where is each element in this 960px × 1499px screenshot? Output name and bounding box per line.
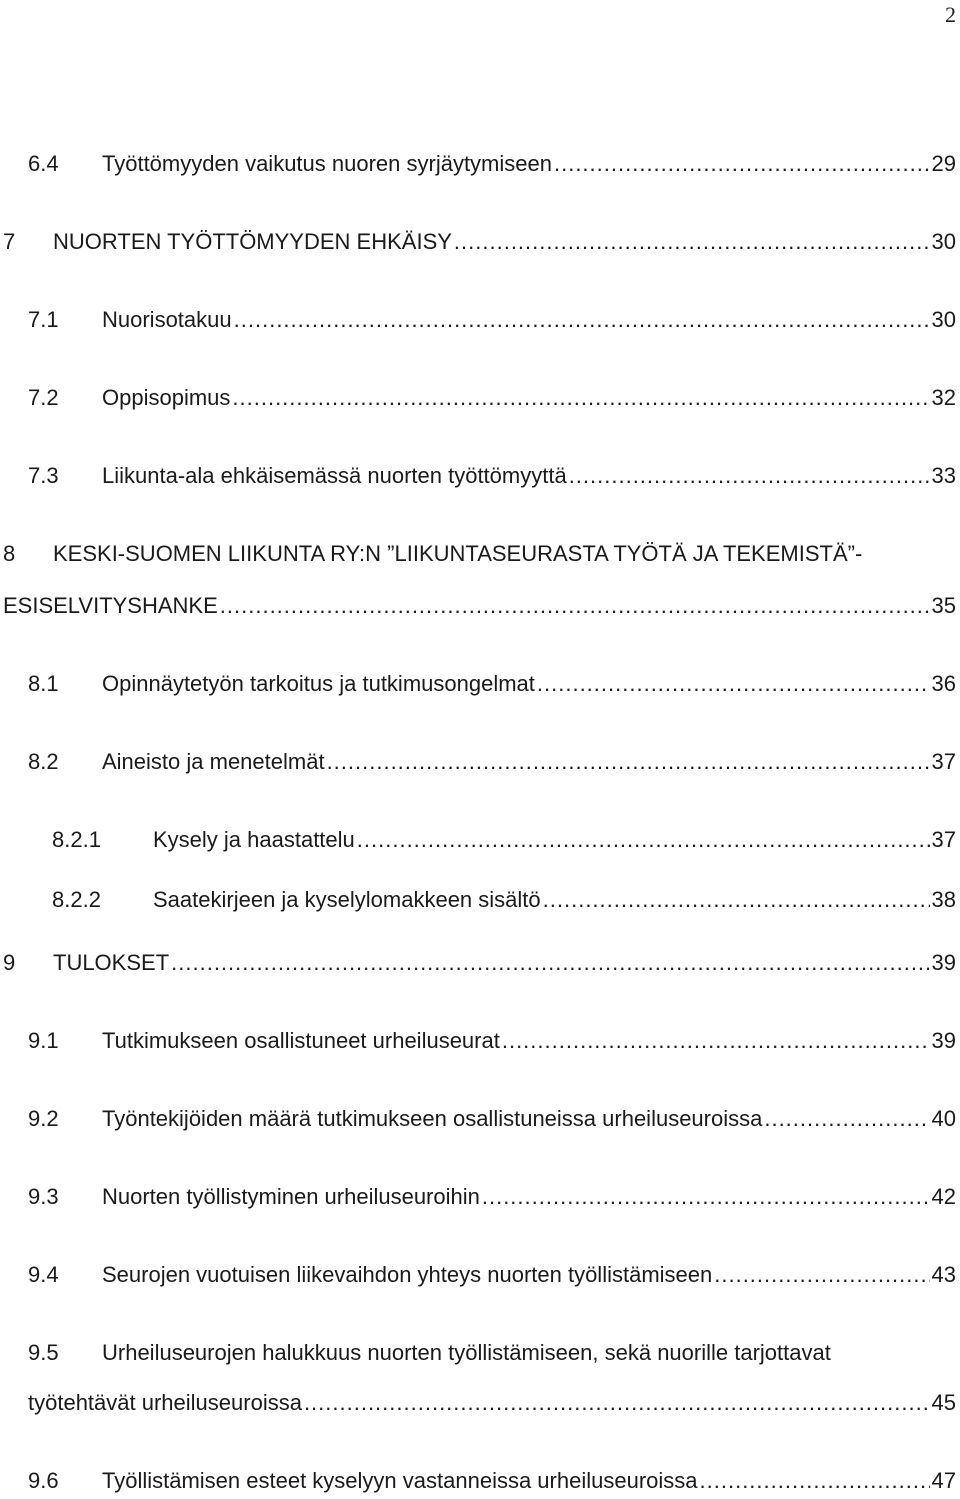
toc-page: 36: [931, 671, 956, 696]
toc-entry-8[interactable]: [0, 537, 956, 571]
toc-title: Urheiluseurojen halukkuus nuorten työllistämiseen, sekä nuorille tarjottavat: [102, 1340, 831, 1365]
toc-page: 30: [931, 307, 956, 332]
toc-leader: [543, 883, 930, 917]
toc-entry-8-continued[interactable]: [0, 589, 956, 623]
toc-page: 39: [931, 950, 956, 975]
toc-number: 8: [3, 541, 16, 566]
toc-title: Työntekijöiden määrä tutkimukseen osallistuneissa urheiluseuroissa: [102, 1106, 763, 1131]
toc-title: TULOKSET: [53, 950, 170, 975]
toc-number: 9.6: [28, 1468, 59, 1493]
toc-title: Seurojen vuotuisen liikevaihdon yhteys nuorten työllistämiseen: [102, 1262, 713, 1287]
toc-leader: [554, 147, 930, 181]
toc-entry-9-5[interactable]: [0, 1336, 956, 1370]
toc-number: 9: [3, 950, 16, 975]
toc-number: 9.1: [28, 1028, 59, 1053]
toc-title: Oppisopimus: [102, 385, 231, 410]
toc-leader: [357, 823, 930, 857]
toc-leader: [232, 381, 929, 415]
toc-title: Työttömyyden vaikutus nuoren syrjäytymiseen: [102, 151, 552, 176]
toc-page: 38: [931, 887, 956, 912]
toc-leader: [454, 225, 930, 259]
toc-leader: [171, 946, 929, 980]
toc-title: Opinnäytetyön tarkoitus ja tutkimusongelmat: [102, 671, 535, 696]
page-number: 2: [945, 2, 956, 27]
toc-number: 8.2: [28, 749, 59, 774]
toc-leader: [304, 1386, 930, 1420]
toc-title: Työllistämisen esteet kyselyyn vastanneissa urheiluseuroissa: [102, 1468, 698, 1493]
toc-title: työtehtävät urheiluseuroissa: [28, 1390, 302, 1415]
toc-title: KESKI-SUOMEN LIIKUNTA RY:N ”LIIKUNTASEURASTA TYÖTÄ JA TEKEMISTÄ”-: [53, 541, 863, 566]
toc-page: 47: [931, 1468, 956, 1493]
toc-leader: [220, 589, 930, 623]
toc-entry-8-1[interactable]: [0, 667, 956, 701]
toc-title: NUORTEN TYÖTTÖMYYDEN EHKÄISY: [53, 229, 452, 254]
toc-entry-7-3[interactable]: [0, 459, 956, 493]
toc-title: Tutkimukseen osallistuneet urheiluseurat: [102, 1028, 500, 1053]
toc-number: 7: [3, 229, 16, 254]
toc-entry-7-2[interactable]: [0, 381, 956, 415]
toc-title: ESISELVITYSHANKE: [3, 593, 218, 618]
toc-number: 7.2: [28, 385, 59, 410]
toc-entry-7[interactable]: [0, 225, 956, 259]
toc-entry-8-2[interactable]: [0, 745, 956, 779]
toc-page: 35: [931, 593, 956, 618]
toc-entry-9-6[interactable]: [0, 1464, 956, 1498]
toc-entry-9-4[interactable]: [0, 1258, 956, 1292]
toc-page: 42: [931, 1184, 956, 1209]
toc-number: 9.2: [28, 1106, 59, 1131]
toc-entry-8-2-2[interactable]: [0, 883, 956, 917]
toc-number: 7.3: [28, 463, 59, 488]
toc-leader: [234, 303, 930, 337]
toc-number: 8.1: [28, 671, 59, 696]
toc-entry-7-1[interactable]: [0, 303, 956, 337]
toc-page: 32: [931, 385, 956, 410]
toc-title: Saatekirjeen ja kyselylomakkeen sisältö: [153, 887, 541, 912]
toc-page: 39: [931, 1028, 956, 1053]
toc-number: 9.3: [28, 1184, 59, 1209]
toc-number: 8.2.2: [52, 887, 101, 912]
toc-page: 37: [931, 749, 956, 774]
toc-entry-9-1[interactable]: [0, 1024, 956, 1058]
toc-leader: [537, 667, 930, 701]
toc-leader: [502, 1024, 930, 1058]
toc-leader: [482, 1180, 930, 1214]
toc-leader: [700, 1464, 930, 1498]
toc-number: 6.4: [28, 151, 59, 176]
toc-leader: [764, 1102, 929, 1136]
toc-entry-9-5-continued[interactable]: [0, 1386, 956, 1420]
toc-number: 9.5: [28, 1340, 59, 1365]
toc-page: 45: [931, 1390, 956, 1415]
toc-title: Kysely ja haastattelu: [153, 827, 355, 852]
toc-entry-9-3[interactable]: [0, 1180, 956, 1214]
toc-page: 43: [931, 1262, 956, 1287]
toc-leader: [714, 1258, 929, 1292]
toc-page: 33: [931, 463, 956, 488]
toc-title: Aineisto ja menetelmät: [102, 749, 325, 774]
toc-entry-9[interactable]: [0, 946, 956, 980]
toc-page: 37: [931, 827, 956, 852]
toc-number: 7.1: [28, 307, 59, 332]
toc-number: 9.4: [28, 1262, 59, 1287]
toc-leader: [327, 745, 930, 779]
toc-leader: [569, 459, 930, 493]
toc-page: 30: [931, 229, 956, 254]
toc-entry-9-2[interactable]: [0, 1102, 956, 1136]
toc-number: 8.2.1: [52, 827, 101, 852]
toc-page: 29: [931, 151, 956, 176]
toc-title: Nuorisotakuu: [102, 307, 232, 332]
toc-entry-6-4[interactable]: [0, 147, 956, 181]
toc-entry-8-2-1[interactable]: [0, 823, 956, 857]
toc-page: 40: [931, 1106, 956, 1131]
toc-title: Nuorten työllistyminen urheiluseuroihin: [102, 1184, 480, 1209]
toc-title: Liikunta-ala ehkäisemässä nuorten työttömyyttä: [102, 463, 567, 488]
